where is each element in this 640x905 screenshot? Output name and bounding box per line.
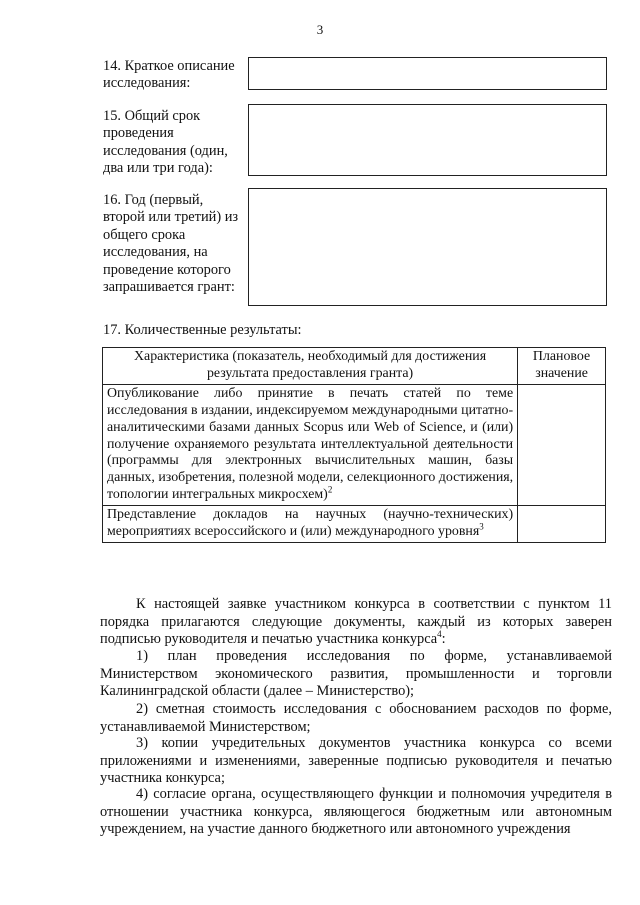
field-16-label: 16. Год (первый, второй или третий) из общего срока исследования, на проведение которого запрашивается грант: [103, 192, 239, 296]
field-14-label: 14. Краткое описание исследования: [103, 58, 235, 92]
document-item-3: 3) копии учредительных документов участника конкурса со всеми приложениями и изменениями, заверенные подписью руководителя и печатью участника конкурса; [100, 735, 612, 786]
results-row-1-value[interactable] [518, 384, 606, 505]
results-header-planned-value: Плановое значение [518, 348, 606, 385]
results-table-header-row [103, 348, 606, 385]
footnote-ref: 4 [437, 629, 442, 640]
results-row-2-text [103, 506, 518, 543]
field-14-input[interactable] [248, 57, 607, 90]
table-row [103, 384, 606, 505]
footnote-ref: 2 [327, 484, 333, 495]
results-table [102, 347, 606, 543]
document-item-1: 1) план проведения исследования по форме, устанавливаемой Министерством экономического развития, промышленности и торговли Калининградской области (далее – Министерство); [100, 648, 612, 699]
results-heading: 17. Количественные результаты: [103, 322, 302, 338]
results-row-1-text [103, 384, 518, 505]
results-row-2-value[interactable] [518, 506, 606, 543]
field-16-input[interactable] [248, 188, 607, 306]
document-item-4: 4) согласие органа, осуществляющего функции и полномочия учредителя в отношении участника конкурса, являющегося бюджетным или автономным учреждением, на участие данного бюджетного или автономного учреждения [100, 786, 612, 837]
table-row [103, 506, 606, 543]
page-number: 3 [316, 22, 324, 37]
footnote-ref: 3 [479, 521, 484, 532]
documents-intro [100, 596, 612, 649]
results-row-2-description: Представление докладов на научных (научно-технических) мероприятиях всероссийского и (или) международного уровня [107, 507, 514, 540]
document-item-2: 2) сметная стоимость исследования с обоснованием расходов по форме, устанавливаемой Министерством; [100, 701, 612, 735]
results-row-1-description: Опубликование либо принятие в печать статей по теме исследования в издании, индексируемом международными цитатно-аналитическими базами данных Scopus или Web of Science, и (или) получение охраняемого результата интеллектуальной деятельности (программы для электронных вычислительных машин, базы данных, изобретения, полезной модели, селекционного достижения, топологии интегральных микросхем) [107, 385, 514, 503]
field-15-label: 15. Общий срок проведения исследования (один, два или три года): [103, 108, 228, 177]
results-header-characteristic: Характеристика (показатель, необходимый для достижения результата предоставления гранта) [103, 348, 518, 385]
field-15-input[interactable] [248, 104, 607, 176]
documents-intro-text: К настоящей заявке участником конкурса в соответствии с пунктом 11 порядка прилагаются следующие документы, каждый из которых заверен подписью руководителя и печатью участника конкурса [100, 596, 612, 647]
documents-intro-end: : [441, 631, 446, 647]
